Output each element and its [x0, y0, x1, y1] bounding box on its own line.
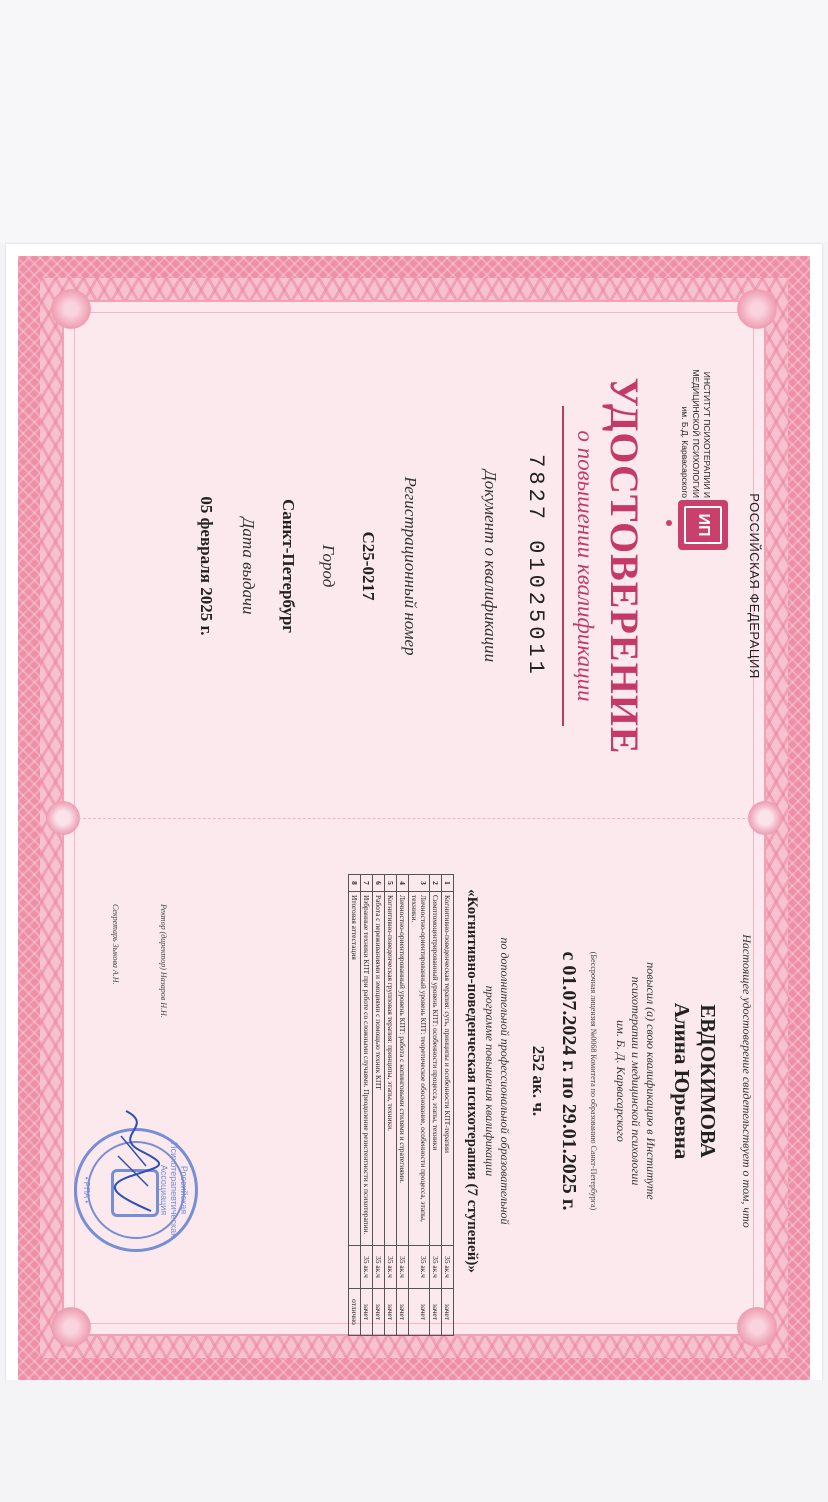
qualification-statement: повысил (а) свою квалификацию в Институте психотерапии и медицинской психологии им. Б. Д. Карвасарского	[614, 962, 658, 1200]
certificate-title: УДОСТОВЕРЕНИЕ	[602, 377, 647, 755]
corner-rosette	[48, 1304, 94, 1350]
table-row: 1 Когнитивно-поведенческая терапия: суть, принципы и особенности КПТ-терапии 35 ак.ч зачет	[442, 875, 454, 1336]
bottom-margin	[0, 1380, 828, 1502]
corner-rosette	[734, 286, 780, 332]
program-intro: по дополнительной профессиональной образовательной программе повышения квалификации	[483, 937, 512, 1225]
scanned-page	[6, 244, 822, 1380]
institute-name: ИНСТИТУТ ПСИХОТЕРАПИИ И МЕДИЦИНСКОЙ ПСИХОЛОГИИ им. Б.Д. Карвасарского	[680, 369, 712, 498]
certificate-subtitle: о повышении квалификации	[573, 430, 598, 702]
document-number-label: Документ о квалификации	[481, 469, 500, 663]
corner-rosette	[48, 286, 94, 332]
document-number: 7827 01025011	[523, 454, 548, 678]
table-row: 8 Итоговая аттестация отлично	[349, 875, 361, 1336]
table-row: 2 Симптомоцентрированный уровень КПТ: особенности процесса, этапы, техники 35 ак.ч зачет	[430, 875, 442, 1336]
logo-mark: ИП	[684, 506, 722, 544]
seal-top-text: Российская Психотерапевтическая Ассоциация	[159, 1141, 189, 1239]
country-header: РОССИЙСКАЯ ФЕДЕРАЦИЯ	[747, 493, 762, 679]
table-row: 7 Избранные техники КПТ при работе со сложными случаями. Преодоление резистентности к психотерапии. 35 ак.ч зачет	[361, 875, 373, 1336]
table-row: 6 Работа с переживаниями и эмоциями с помощью техник КПТ 35 ак.ч зачет	[373, 875, 385, 1336]
certificate	[18, 256, 810, 1380]
program-title: «Когнитивно-поведенческая психотерапия (7 ступеней)»	[464, 889, 480, 1273]
decorative-dot	[666, 520, 672, 526]
table-row: 3 Личностно-ориентированный уровень КПТ: теоретическое обоснование, особенности процесса, этапы, техники. 35 ак.ч зачет	[409, 875, 430, 1336]
certify-intro: Настоящее удостоверение свидетельствует о том, что	[740, 934, 754, 1228]
city: Санкт-Петербург	[279, 498, 298, 634]
center-fold	[78, 818, 750, 819]
issue-date-label: Дата выдачи	[239, 517, 258, 615]
handwritten-signature	[106, 1106, 166, 1216]
table-row: 4 Личностно-ориентированный уровень КПТ: работа с копинговыми стилями и стратегиями. 35 ак.ч зачет	[397, 875, 409, 1336]
license-note: (Бессрочная лицензия №0068 Комитета по образованию Санкт-Петербурга)	[589, 951, 598, 1211]
rector-signature-line: Ректор (директор) Назаров Н.Н.	[159, 904, 168, 1018]
total-hours: 252 ак. ч.	[529, 1045, 548, 1117]
secretary-signature-line: Секретарь Зыкова А.Н.	[111, 904, 120, 985]
registration-label: Регистрационный номер	[401, 476, 420, 656]
issue-date: 05 февраля 2025 г.	[197, 496, 216, 636]
modules-table	[348, 874, 454, 1336]
recipient-given-names: Алина Юрьевна	[670, 1002, 694, 1160]
table-row: 5 Когнитивно-поведенческая групповая терапия: принципы, этапы, техники. 35 ак.ч зачет	[385, 875, 397, 1336]
recipient-surname: ЕВДОКИМОВА	[696, 1004, 720, 1158]
institute-logo	[678, 500, 728, 550]
registration-number: С25-0217	[359, 531, 378, 601]
border-rosette	[746, 799, 784, 837]
border-rosette	[44, 799, 82, 837]
top-margin	[0, 0, 828, 242]
city-label: Город	[319, 544, 338, 588]
title-rule	[562, 406, 564, 726]
seal-bottom-text: • РПА •	[82, 1176, 91, 1204]
training-period: с 01.07.2024 г. по 29.01.2025 г.	[558, 951, 580, 1211]
